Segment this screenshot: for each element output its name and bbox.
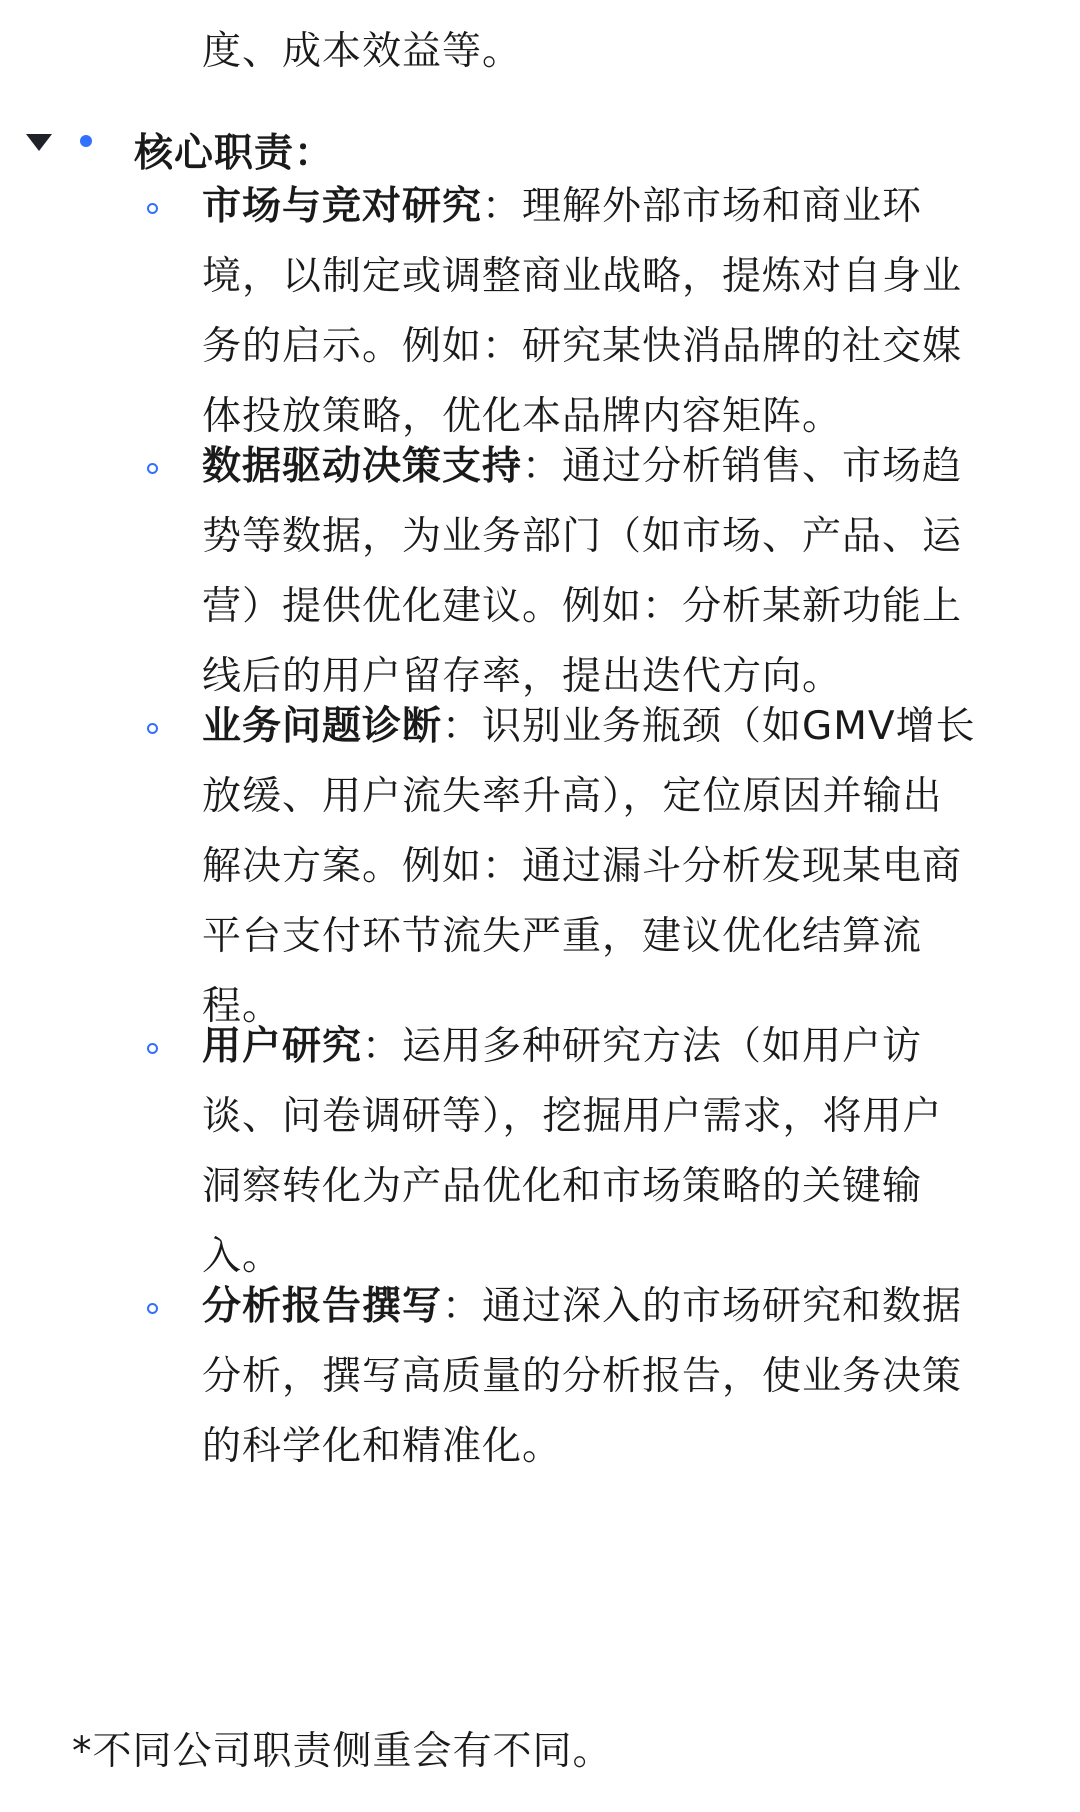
item-sep: ： [442, 704, 483, 749]
item-line: 体投放策略，优化本品牌内容矩阵。 [202, 394, 843, 439]
item-title: 业务问题诊断 [202, 704, 443, 749]
item-line: 分析，撰写高质量的分析报告，使业务决策 [202, 1354, 963, 1399]
list-item-text [202, 692, 1002, 1042]
item-title: 分析报告撰写 [202, 1284, 443, 1329]
item-line: 识别业务瓶颈（如GMV增长 [482, 704, 976, 749]
item-line: 通过分析销售、市场趋 [562, 444, 963, 489]
hollow-bullet-icon [147, 1043, 158, 1054]
item-line: 境，以制定或调整商业战略，提炼对自身业 [202, 254, 963, 299]
list-item-text [202, 1012, 1002, 1292]
item-line: 的科学化和精准化。 [202, 1424, 563, 1469]
item-line: 务的启示。例如：研究某快消品牌的社交媒 [202, 324, 963, 369]
item-sep: ： [442, 1284, 483, 1329]
item-line: 程。 [202, 984, 283, 1029]
item-line: 谈、问卷调研等），挖掘用户需求，将用户 [202, 1094, 943, 1139]
item-line: 平台支付环节流失严重，建议优化结算流 [202, 914, 923, 959]
continued-text-line: 度、成本效益等。 [202, 29, 523, 74]
item-line: 线后的用户留存率，提出迭代方向。 [202, 654, 843, 699]
list-item-text [202, 1272, 1002, 1482]
hollow-bullet-icon [147, 463, 158, 474]
item-title: 市场与竞对研究 [202, 184, 483, 229]
list-item-text [202, 172, 1002, 452]
list-item-text [202, 432, 1002, 712]
item-line: 势等数据，为业务部门（如市场、产品、运 [202, 514, 963, 559]
section-heading-row [0, 112, 1080, 176]
item-line: 入。 [202, 1234, 283, 1279]
footnote: *不同公司职责侧重会有不同。 [72, 1729, 613, 1774]
item-line: 运用多种研究方法（如用户访 [402, 1024, 923, 1069]
item-line: 放缓、用户流失率升高），定位原因并输出 [202, 774, 943, 819]
hollow-bullet-icon [147, 723, 158, 734]
item-title: 用户研究 [202, 1024, 363, 1069]
hollow-bullet-icon [147, 203, 158, 214]
item-line: 理解外部市场和商业环 [522, 184, 923, 229]
item-sep: ： [482, 184, 523, 229]
section-heading: 核心职责： [134, 131, 335, 176]
item-title: 数据驱动决策支持 [202, 444, 523, 489]
collapse-triangle-icon[interactable] [26, 134, 52, 151]
item-line: 洞察转化为产品优化和市场策略的关键输 [202, 1164, 923, 1209]
bullet-dot-icon [80, 135, 92, 147]
item-line: 通过深入的市场研究和数据 [482, 1284, 963, 1329]
item-line: 营）提供优化建议。例如：分析某新功能上 [202, 584, 963, 629]
item-sep: ： [522, 444, 563, 489]
item-sep: ： [362, 1024, 403, 1069]
item-line: 解决方案。例如：通过漏斗分析发现某电商 [202, 844, 963, 889]
hollow-bullet-icon [147, 1303, 158, 1314]
